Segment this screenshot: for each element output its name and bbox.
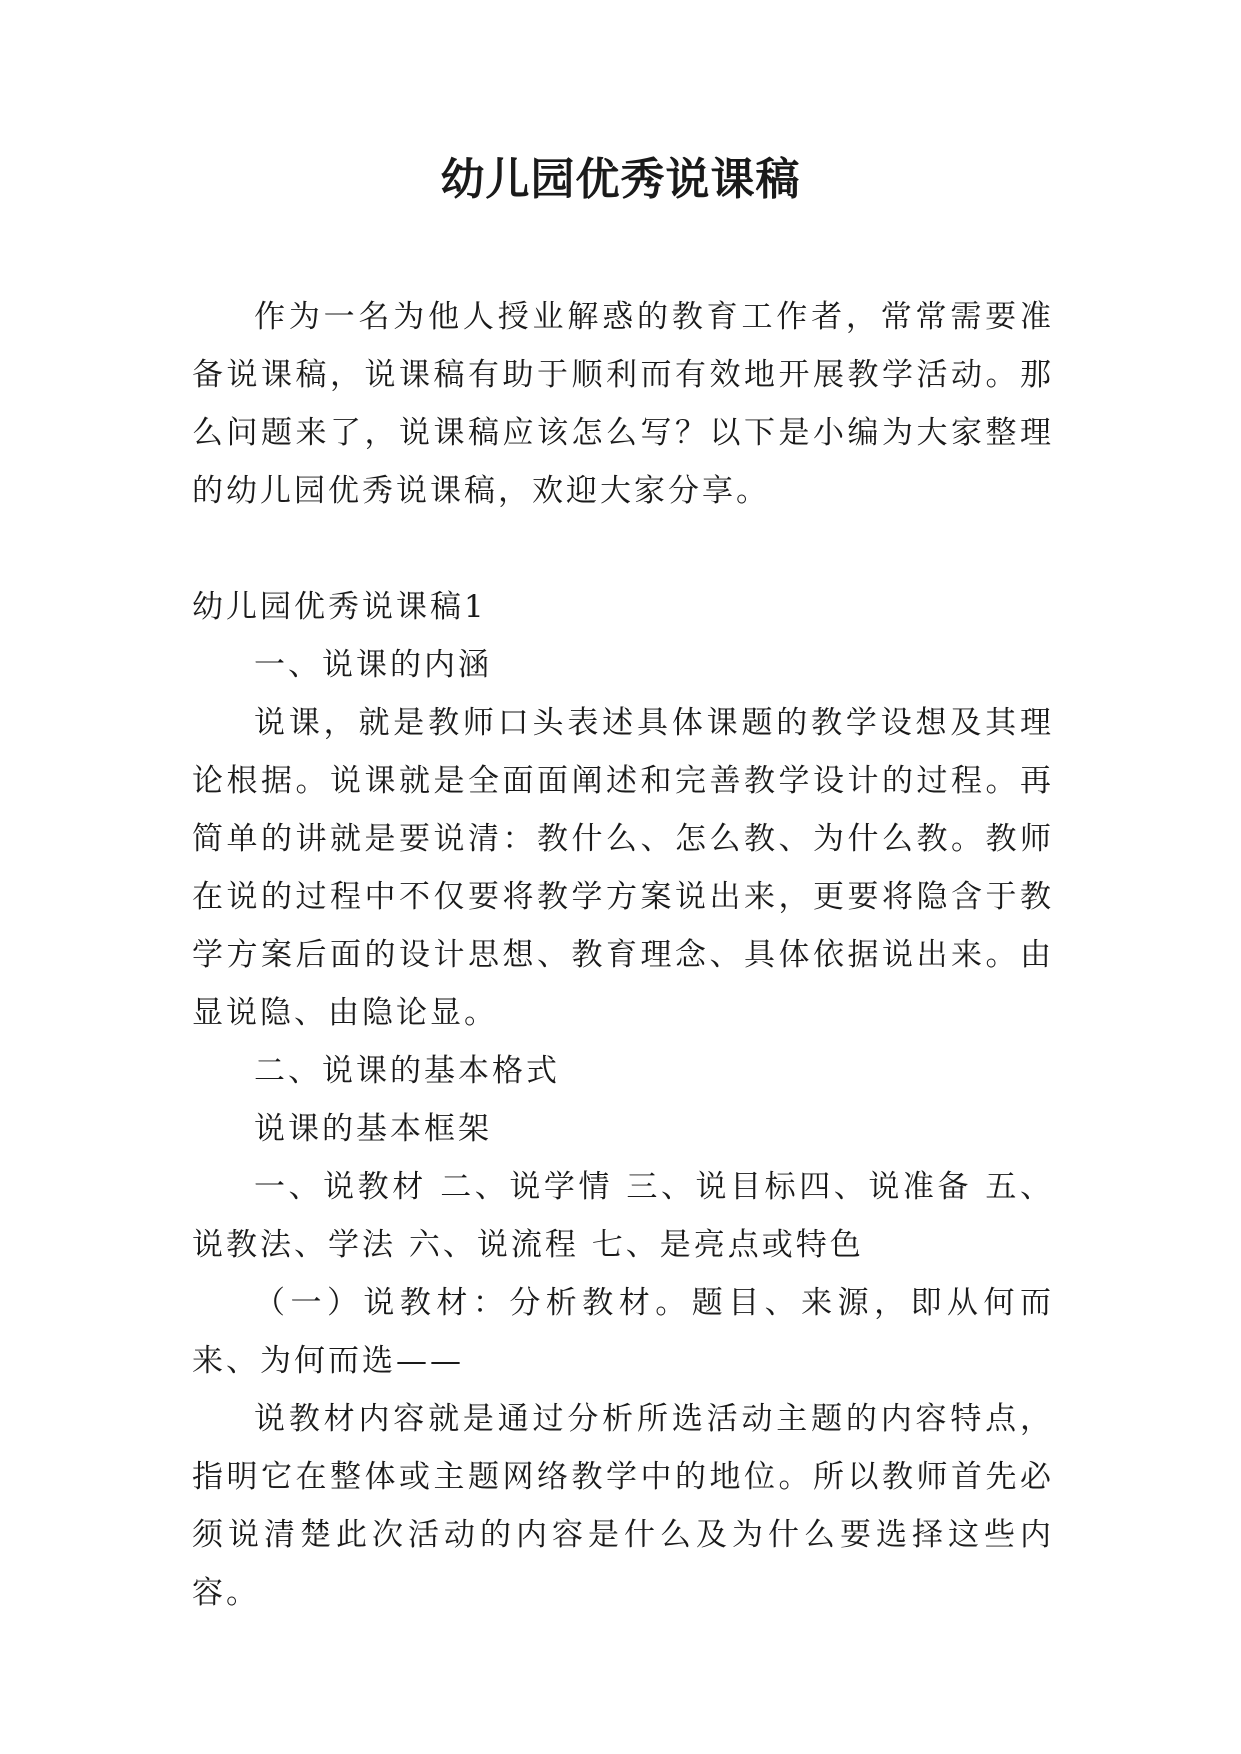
subsection-heading: 一、说课的内涵 [254, 647, 492, 683]
section-heading: 幼儿园优秀说课稿1 [192, 589, 487, 625]
body-paragraph: （一）说教材：分析教材。题目、来源，即从何而来、为何而选—— [192, 1285, 1054, 1379]
body-paragraph: 说教材内容就是通过分析所选活动主题的内容特点，指明它在整体或主题网络教学中的地位。所以教师首先必须说清楚此次活动的内容是什么及为什么要选择这些内容。 [192, 1401, 1054, 1611]
body-paragraph: 说课，就是教师口头表述具体课题的教学设想及其理论根据。说课就是全面面阐述和完善教学设计的过程。再简单的讲就是要说清：教什么、怎么教、为什么教。教师在说的过程中不仅要将教学方案说出来，更要将隐含于教学方案后面的设计思想、教育理念、具体依据说出来。由显说隐、由隐论显。 [192, 705, 1054, 1031]
framework-list: 一、说教材 二、说学情 三、说目标四、说准备 五、说教法、学法 六、说流程 七、是亮点或特色 [192, 1169, 1054, 1263]
body-paragraph: 说课的基本框架 [254, 1111, 492, 1147]
subsection-heading: 二、说课的基本格式 [254, 1053, 560, 1089]
document-body [192, 288, 1054, 1622]
intro-paragraph: 作为一名为他人授业解惑的教育工作者，常常需要准备说课稿，说课稿有助于顺利而有效地开展教学活动。那么问题来了，说课稿应该怎么写？以下是小编为大家整理的幼儿园优秀说课稿，欢迎大家分享。 [192, 299, 1054, 509]
document-title: 幼儿园优秀说课稿 [440, 154, 801, 205]
